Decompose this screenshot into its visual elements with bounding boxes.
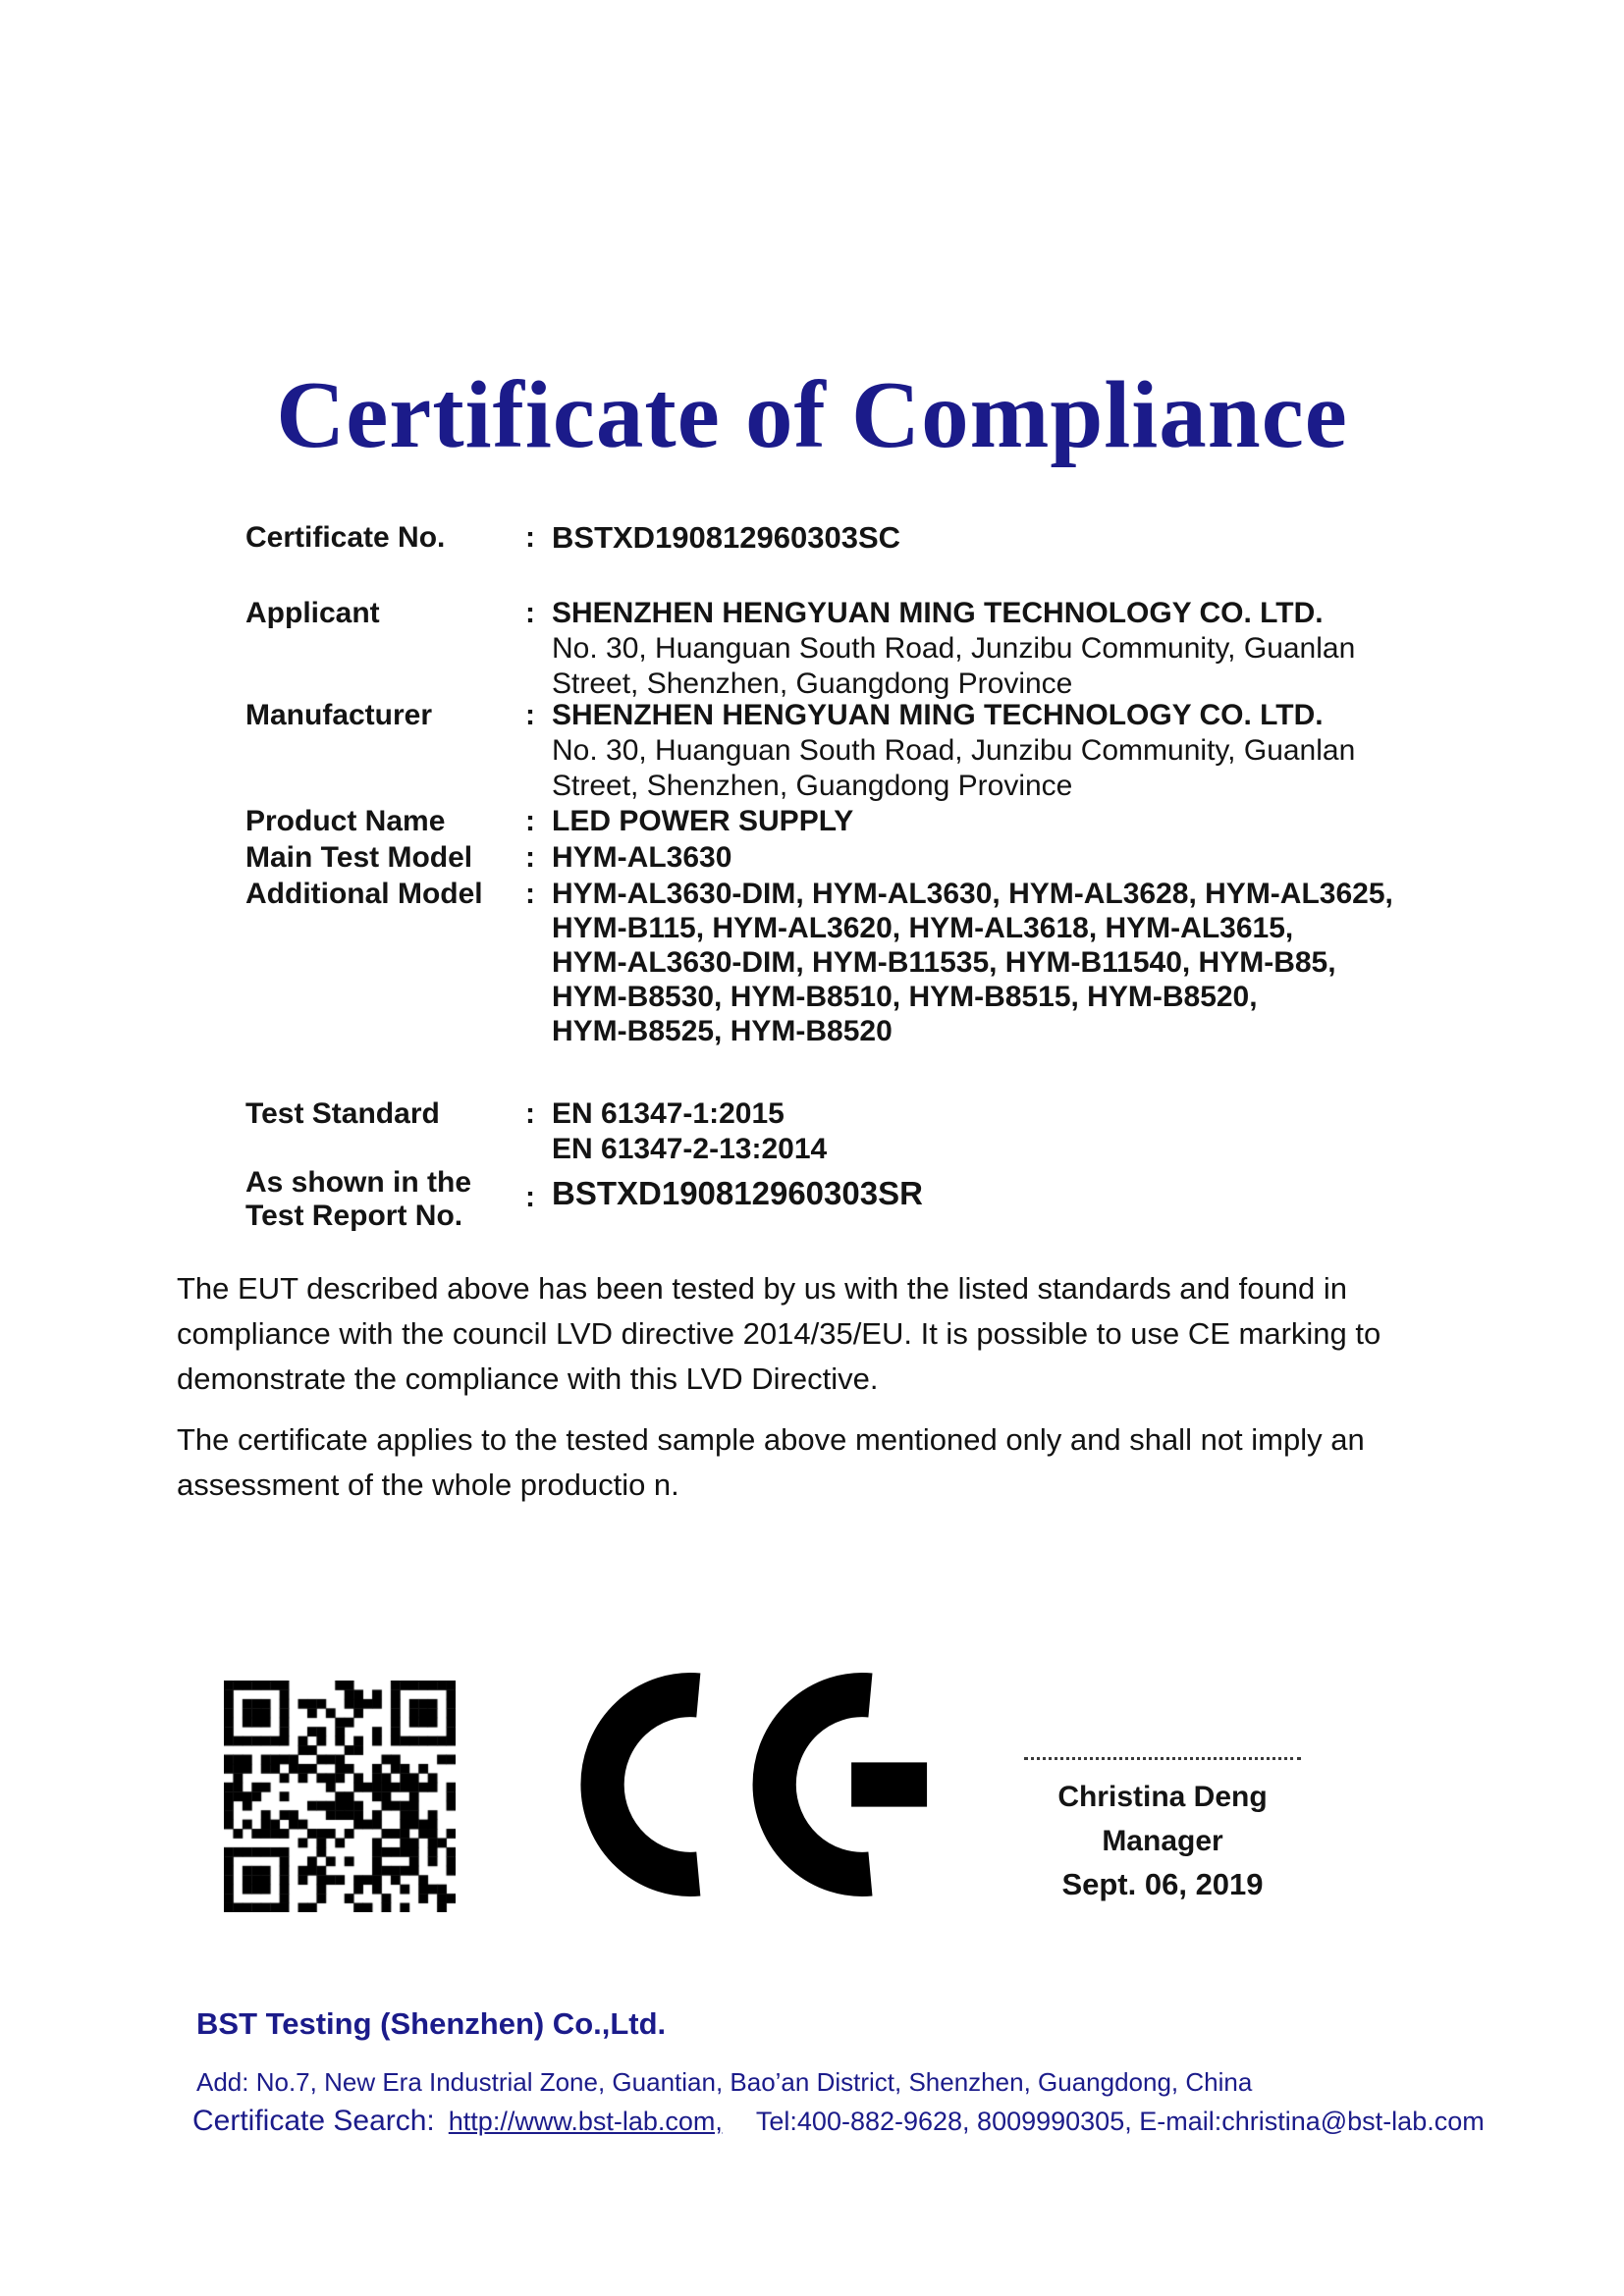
additional-model-line: HYM-B8530, HYM-B8510, HYM-B8515, HYM-B8520, — [552, 981, 1258, 1013]
additional-model-line: HYM-AL3630-DIM, HYM-B11535, HYM-B11540, HYM-B85, — [552, 946, 1336, 979]
certificate-no-label: Certificate No. — [245, 521, 446, 554]
signature-block — [1019, 1757, 1306, 1902]
footer-contact-line — [192, 2105, 1485, 2138]
manufacturer-company: SHENZHEN HENGYUAN MING TECHNOLOGY CO. LTD. — [552, 699, 1324, 731]
applicant-address-line2: Street, Shenzhen, Guangdong Province — [552, 667, 1073, 700]
certificate-no-value: BSTXD190812960303SC — [552, 520, 901, 555]
main-test-model-value: HYM-AL3630 — [552, 841, 732, 874]
product-name-value: LED POWER SUPPLY — [552, 805, 854, 837]
contact-info: Tel:400-882-9628, 8009990305, E-mail:christina@bst-lab.com — [755, 2107, 1485, 2136]
lab-company-name: BST Testing (Shenzhen) Co.,Ltd. — [196, 2006, 667, 2041]
test-report-label-line: As shown in the — [245, 1166, 472, 1199]
certificate-search-link[interactable]: http://www.bst-lab.com, — [448, 2107, 723, 2136]
test-report-label-line: Test Report No. — [245, 1200, 463, 1232]
main-test-model-label: Main Test Model — [245, 841, 473, 874]
lab-address: Add: No.7, New Era Industrial Zone, Guantian, Bao’an District, Shenzhen, Guangdong, China — [196, 2067, 1253, 2097]
page-title: Certificate of Compliance — [276, 362, 1348, 467]
statement-paragraph-1: The EUT described above has been tested by us with the listed standards and found in compliance with the council LVD directive 2014/35/EU. It is possible to use CE marking to demonstrate the compliance with this LVD Directive. — [177, 1271, 1381, 1396]
test-standard-label: Test Standard — [245, 1097, 440, 1130]
test-report-value: BSTXD190812960303SR — [552, 1175, 923, 1211]
manufacturer-label: Manufacturer — [245, 699, 433, 731]
colon-separator: : — [525, 597, 535, 629]
additional-model-label: Additional Model — [245, 878, 483, 910]
colon-separator: : — [525, 521, 535, 554]
statement-text — [177, 1266, 1453, 1508]
signature-date: Sept. 06, 2019 — [1061, 1867, 1264, 1901]
manufacturer-value — [552, 698, 1455, 804]
colon-separator: : — [525, 805, 535, 837]
applicant-address-line1: No. 30, Huanguan South Road, Junzibu Community, Guanlan — [552, 632, 1356, 665]
applicant-company: SHENZHEN HENGYUAN MING TECHNOLOGY CO. LTD. — [552, 597, 1324, 629]
statement-paragraph-2: The certificate applies to the tested sample above mentioned only and shall not imply an assessment of the whole productio n. — [177, 1422, 1365, 1502]
colon-separator: : — [525, 699, 535, 731]
product-name-label: Product Name — [245, 805, 446, 837]
colon-separator: : — [525, 1097, 535, 1130]
additional-model-value — [552, 877, 1455, 1048]
additional-model-line: HYM-B8525, HYM-B8520 — [552, 1015, 893, 1047]
signature-dotted-line — [1024, 1757, 1301, 1760]
applicant-value — [552, 596, 1455, 702]
additional-model-line: HYM-B115, HYM-AL3620, HYM-AL3618, HYM-AL3615, — [552, 912, 1294, 944]
ce-mark-icon — [579, 1671, 929, 1898]
colon-separator: : — [525, 878, 535, 910]
test-standard-value — [552, 1096, 1455, 1167]
manufacturer-address-line1: No. 30, Huanguan South Road, Junzibu Community, Guanlan — [552, 734, 1356, 767]
qr-code — [224, 1681, 456, 1912]
test-standard-line: EN 61347-1:2015 — [552, 1097, 785, 1130]
manufacturer-address-line2: Street, Shenzhen, Guangdong Province — [552, 770, 1073, 802]
signatory-role: Manager — [1102, 1825, 1223, 1857]
colon-separator: : — [525, 1181, 535, 1213]
colon-separator: : — [525, 841, 535, 874]
additional-model-line: HYM-AL3630-DIM, HYM-AL3630, HYM-AL3628, HYM-AL3625, — [552, 878, 1393, 910]
certificate-search-label: Certificate Search: — [192, 2105, 435, 2137]
test-report-label — [245, 1166, 471, 1233]
signatory-name: Christina Deng — [1057, 1781, 1268, 1813]
test-standard-line: EN 61347-2-13:2014 — [552, 1133, 828, 1165]
applicant-label: Applicant — [245, 597, 380, 629]
